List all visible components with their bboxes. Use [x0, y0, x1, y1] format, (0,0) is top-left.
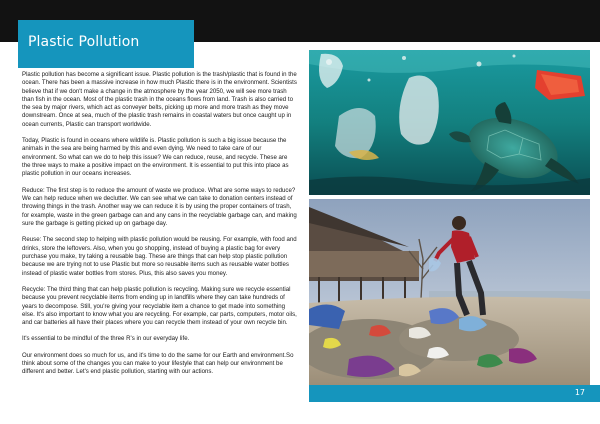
paragraph-intro: Plastic pollution has become a significant issue. Plastic pollution is the trash/plastic that is found in the ocean. There has been a massive increase in how much Plastic there is in the environment. Scientists believe that if we don't make a change in the atmosphere by the year 2050, we will see more trash than fish in the ocean. Most of the plastic trash in the oceans flows from land. Trash is also carried to the sea by major rivers, which act as conveyer belts, picking up more and more trash as they move downstream. Once at sea, much of the plastic trash remains in coastal waters but once caught up in ocean currents, Plastic can transport worldwide.	[22, 71, 297, 128]
beach-cleanup-photo	[309, 199, 590, 385]
paragraph-recycle: Recycle: The third thing that can help plastic pollution is recycling. Making sure we recycle essential because you prevent recyclable items from ending up in landfills where they can take hundreds of years to decompose. Still, you're giving your recyclable item a chance to get made into something else. It's also important to know what you are recycling. For example, car parts, computers, motor oils, and car batteries all have their places where you can recycle them instead of your own recycle bin.	[22, 285, 297, 327]
footer-bar	[309, 385, 600, 402]
ocean-plastic-photo	[309, 50, 590, 195]
paragraph-reuse: Reuse: The second step to helping with plastic pollution would be reusing. For example, with food and drinks, store the leftovers. Also, when you go shopping, instead of buying a plastic bag for every purchase you make, try taking a reusable bag. These are things that can help stop plastic pollution because we are trying not to use Plastic but more so reusable items such as reusable water bottles instead of plastic water bottles from stores. Plus, this also saves you money.	[22, 236, 297, 277]
paragraph-conclusion: Our environment does so much for us, and it's time to do the same for our Earth and environment.So think about some of the changes you can make to your lifestyle that can help our environment be different and better. Let's end plastic pollution, starting with our actions.	[22, 351, 294, 376]
paragraph-reduce: Reduce: The first step is to reduce the amount of waste we produce. What are some ways to reduce? We can help reduce when we declutter. We can see what we can take to donation centers instead of throwing things in the trash. Another way we can reduce it is by using the proper containers of trash, for example, waste in the green garbage can and any cans in the recyclable garbage can, and making sure the garbage is getting picked up on garbage day.	[22, 186, 297, 227]
page-number: 17	[574, 388, 585, 397]
paragraph-three-rs: It's essential to be mindful of the three R's in our everyday life.	[22, 335, 190, 343]
paragraph-wildlife: Today, Plastic is found in oceans where wildlife is. Plastic pollution is such a big issue because the animals in the sea are being harmed by this and even dying. We need to take care of our environment. So what can we do to help this issue? We can reduce, reuse, and recycle. These are the three ways to make a positive impact on the environment. It is essential to put this into place as plastic pollution in our oceans increases.	[22, 137, 289, 178]
article-body	[22, 71, 297, 385]
title-banner	[18, 20, 194, 68]
page-title: Plastic Pollution	[28, 34, 140, 50]
